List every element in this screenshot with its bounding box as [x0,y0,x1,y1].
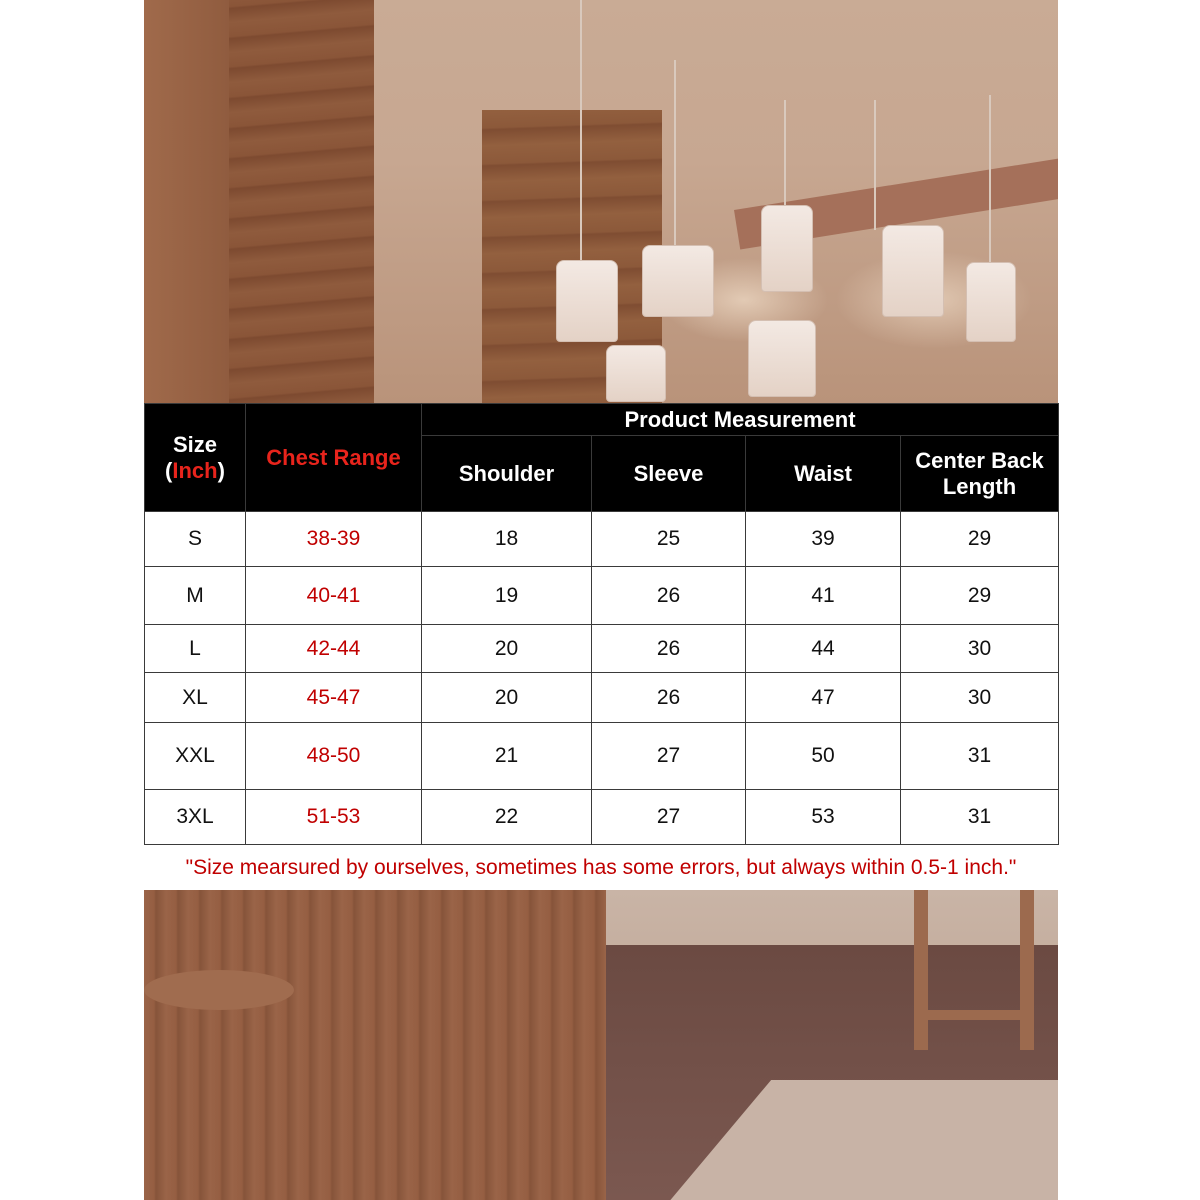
lamp-cord [784,100,786,210]
waist-cell: 44 [746,625,901,673]
waist-cell: 41 [746,567,901,625]
table-row [145,625,1059,673]
size-cell: L [145,625,246,673]
size-unit-close: ) [217,457,225,483]
chest-cell: 40-41 [246,567,422,625]
size-cell: XXL [145,723,246,790]
wooden-shelf-edge [144,0,229,403]
table-row [145,790,1059,845]
table-row [145,567,1059,625]
chest-cell: 38-39 [246,512,422,567]
center-back-line2: Length [942,473,1017,499]
wooden-counter [144,890,606,1200]
center-back-cell: 31 [901,723,1059,790]
lamp-cord [989,95,991,265]
chandelier-shade [748,320,816,397]
lamp-cord [580,0,582,260]
chest-cell: 42-44 [246,625,422,673]
waist-cell: 53 [746,790,901,845]
size-cell: XL [145,673,246,723]
waist-cell: 47 [746,673,901,723]
chandelier-shade [556,260,618,342]
center-back-cell: 30 [901,673,1059,723]
table-row [145,512,1059,567]
measurement-note: "Size mearsured by ourselves, sometimes has some errors, but always within 0.5-1 inch." [144,845,1058,890]
size-cell: M [145,567,246,625]
center-back-line1: Center Back [915,447,1044,473]
product-measurement-header: Product Measurement [422,404,1059,436]
center-back-cell: 29 [901,512,1059,567]
chandelier-shade [882,225,944,317]
stool-right [914,890,1034,1050]
center-back-cell: 29 [901,567,1059,625]
center-back-cell: 30 [901,625,1059,673]
table-row [145,723,1059,790]
sleeve-cell: 26 [592,567,746,625]
waist-cell: 39 [746,512,901,567]
sleeve-header: Sleeve [592,436,746,512]
chandelier-photo [144,0,1058,403]
size-unit-label: Inch [172,457,218,483]
table-row [145,673,1059,723]
shoulder-cell: 20 [422,673,592,723]
chandelier-shade [966,262,1016,342]
chest-cell: 51-53 [246,790,422,845]
chandelier-shade [606,345,666,402]
shoulder-header: Shoulder [422,436,592,512]
sleeve-cell: 26 [592,625,746,673]
shoulder-cell: 18 [422,512,592,567]
chest-cell: 45-47 [246,673,422,723]
stool-seat [144,970,294,1010]
sleeve-cell: 25 [592,512,746,567]
size-header [145,404,246,512]
stool-crossbar [914,1010,1034,1020]
size-chart-table [144,403,1059,845]
waist-cell: 50 [746,723,901,790]
waist-header: Waist [746,436,901,512]
shoulder-cell: 21 [422,723,592,790]
size-unit-open: ( [165,457,173,483]
sleeve-cell: 27 [592,723,746,790]
chandelier-shade [761,205,813,292]
header-row-1 [145,404,1059,436]
shoulder-cell: 22 [422,790,592,845]
size-cell: 3XL [145,790,246,845]
size-cell: S [145,512,246,567]
lamp-cord [674,60,676,250]
bar-counter-photo [144,890,1058,1200]
sleeve-cell: 27 [592,790,746,845]
chandelier-shade [642,245,714,317]
center-back-length-header [901,436,1059,512]
shoulder-cell: 19 [422,567,592,625]
chest-cell: 48-50 [246,723,422,790]
shoulder-cell: 20 [422,625,592,673]
center-back-cell: 31 [901,790,1059,845]
lamp-cord [874,100,876,230]
size-header-label: Size [172,431,218,457]
sleeve-cell: 26 [592,673,746,723]
chest-range-header: Chest Range [246,404,422,512]
